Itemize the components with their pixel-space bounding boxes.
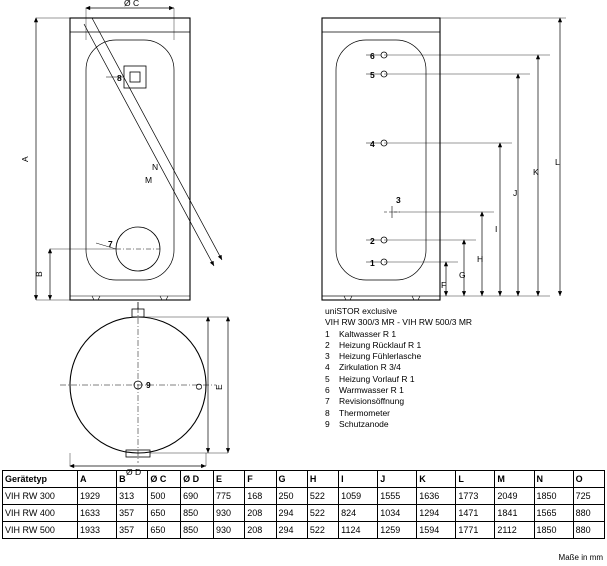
dimension-label-N: N: [152, 162, 159, 172]
cell-value: 1555: [378, 488, 417, 505]
dimension-label-H: H: [477, 254, 484, 264]
cell-value: 1034: [378, 505, 417, 522]
cell-value: 850: [181, 505, 214, 522]
cell-value: 1059: [339, 488, 378, 505]
callout-3: 3: [396, 195, 401, 205]
cell-value: 1850: [534, 488, 573, 505]
table-row: [3, 505, 605, 522]
callout-5: 5: [370, 70, 375, 80]
legend-model-range: VIH RW 300/3 MR - VIH RW 500/3 MR: [325, 317, 473, 328]
cell-value: 690: [181, 488, 214, 505]
callout-9: 9: [146, 380, 151, 390]
cell-value: 1124: [339, 522, 378, 539]
table-row: [3, 522, 605, 539]
legend: [325, 306, 472, 430]
legend-product-line: uniSTOR exclusive: [325, 306, 398, 316]
column-header: L: [456, 471, 495, 488]
cell-value: 1850: [534, 522, 573, 539]
cell-value: 1771: [456, 522, 495, 539]
callout-4: 4: [370, 139, 375, 149]
cell-value: 650: [148, 522, 181, 539]
legend-item-number: 4: [325, 362, 330, 373]
legend-item-number: 6: [325, 385, 330, 396]
legend-item: [325, 374, 472, 385]
callout-8: 8: [117, 73, 122, 83]
cell-value: 824: [339, 505, 378, 522]
cell-value: 650: [148, 505, 181, 522]
table-row: [3, 488, 605, 505]
legend-item: [325, 385, 472, 396]
cell-value: 168: [245, 488, 276, 505]
legend-item-number: 3: [325, 351, 330, 362]
callout-1: 1: [370, 258, 375, 268]
column-header: N: [534, 471, 573, 488]
dimension-label-E: E: [214, 384, 224, 390]
cell-value: 208: [245, 522, 276, 539]
legend-item-label: Heizung Vorlauf R 1: [339, 373, 415, 384]
cell-value: 294: [276, 522, 307, 539]
column-header: Ø D: [181, 471, 214, 488]
cell-value: 1933: [78, 522, 117, 539]
legend-item-label: Heizung Rücklauf R 1: [339, 339, 422, 350]
cell-value: 522: [307, 522, 338, 539]
column-header: M: [495, 471, 534, 488]
cell-value: 930: [213, 505, 244, 522]
callout-6: 6: [370, 51, 375, 61]
column-header: K: [417, 471, 456, 488]
cell-value: 522: [307, 505, 338, 522]
cell-value: 1841: [495, 505, 534, 522]
cell-value: 1594: [417, 522, 456, 539]
cell-model: VIH RW 500: [3, 522, 78, 539]
dimension-label-K: K: [533, 167, 539, 177]
column-header: Gerätetyp: [3, 471, 78, 488]
column-header: H: [307, 471, 338, 488]
cell-value: 250: [276, 488, 307, 505]
table-header-row: [3, 471, 605, 488]
cell-value: 725: [573, 488, 604, 505]
unit-note: Maße in mm: [558, 553, 603, 562]
column-header: A: [78, 471, 117, 488]
dimension-label-D: Ø D: [126, 467, 142, 477]
legend-item-label: Warmwasser R 1: [339, 385, 404, 396]
dimension-label-J: J: [513, 188, 518, 198]
column-header: E: [213, 471, 244, 488]
cell-value: 1565: [534, 505, 573, 522]
dimension-label-C: Ø C: [124, 0, 140, 8]
cell-value: 880: [573, 505, 604, 522]
column-header: B: [117, 471, 148, 488]
legend-item-number: 7: [325, 396, 330, 407]
cell-value: 1773: [456, 488, 495, 505]
dimension-label-F: F: [441, 280, 447, 290]
legend-item: [325, 396, 472, 407]
cell-value: 930: [213, 522, 244, 539]
column-header: O: [573, 471, 604, 488]
dimension-label-A: A: [20, 156, 30, 162]
legend-item-label: Zirkulation R 3/4: [339, 362, 401, 373]
cell-value: 1929: [78, 488, 117, 505]
legend-item: [325, 408, 472, 419]
cell-value: 775: [213, 488, 244, 505]
legend-item: [325, 419, 472, 430]
cell-value: 522: [307, 488, 338, 505]
dimensions-table: [2, 470, 605, 539]
cell-value: 1294: [417, 505, 456, 522]
dimension-label-M: M: [145, 175, 153, 185]
column-header: F: [245, 471, 276, 488]
column-header: J: [378, 471, 417, 488]
legend-item-label: Thermometer: [339, 407, 391, 418]
cell-value: 2049: [495, 488, 534, 505]
cell-value: 1633: [78, 505, 117, 522]
legend-item: [325, 362, 472, 373]
dimension-label-G: G: [459, 270, 466, 280]
dimension-label-I: I: [495, 224, 498, 234]
cell-value: 2112: [495, 522, 534, 539]
cell-value: 850: [181, 522, 214, 539]
legend-item-number: 1: [325, 328, 330, 339]
cell-value: 1636: [417, 488, 456, 505]
dimension-label-B: B: [34, 271, 44, 277]
cell-value: 357: [117, 505, 148, 522]
cell-value: 313: [117, 488, 148, 505]
callout-7: 7: [108, 239, 113, 249]
cell-value: 1259: [378, 522, 417, 539]
cell-value: 357: [117, 522, 148, 539]
cell-value: 500: [148, 488, 181, 505]
column-header: G: [276, 471, 307, 488]
legend-item-number: 8: [325, 407, 330, 418]
cell-value: 208: [245, 505, 276, 522]
legend-item-label: Schutzanode: [339, 418, 389, 429]
callout-2: 2: [370, 236, 375, 246]
column-header: Ø C: [148, 471, 181, 488]
cell-model: VIH RW 300: [3, 488, 78, 505]
cell-value: 880: [573, 522, 604, 539]
legend-item: [325, 351, 472, 362]
legend-item-label: Heizung Fühlerlasche: [339, 351, 422, 362]
dimension-label-L: L: [555, 157, 560, 167]
cell-value: 294: [276, 505, 307, 522]
legend-item: [325, 340, 472, 351]
legend-item-label: Kaltwasser R 1: [339, 328, 397, 339]
legend-item-label: Revisionsöffnung: [339, 396, 405, 407]
legend-item-number: 2: [325, 339, 330, 350]
legend-item-number: 9: [325, 418, 330, 429]
legend-item-number: 5: [325, 373, 330, 384]
cell-value: 1471: [456, 505, 495, 522]
dimension-label-O: O: [194, 383, 204, 390]
cell-model: VIH RW 400: [3, 505, 78, 522]
column-header: I: [339, 471, 378, 488]
legend-item: [325, 329, 472, 340]
